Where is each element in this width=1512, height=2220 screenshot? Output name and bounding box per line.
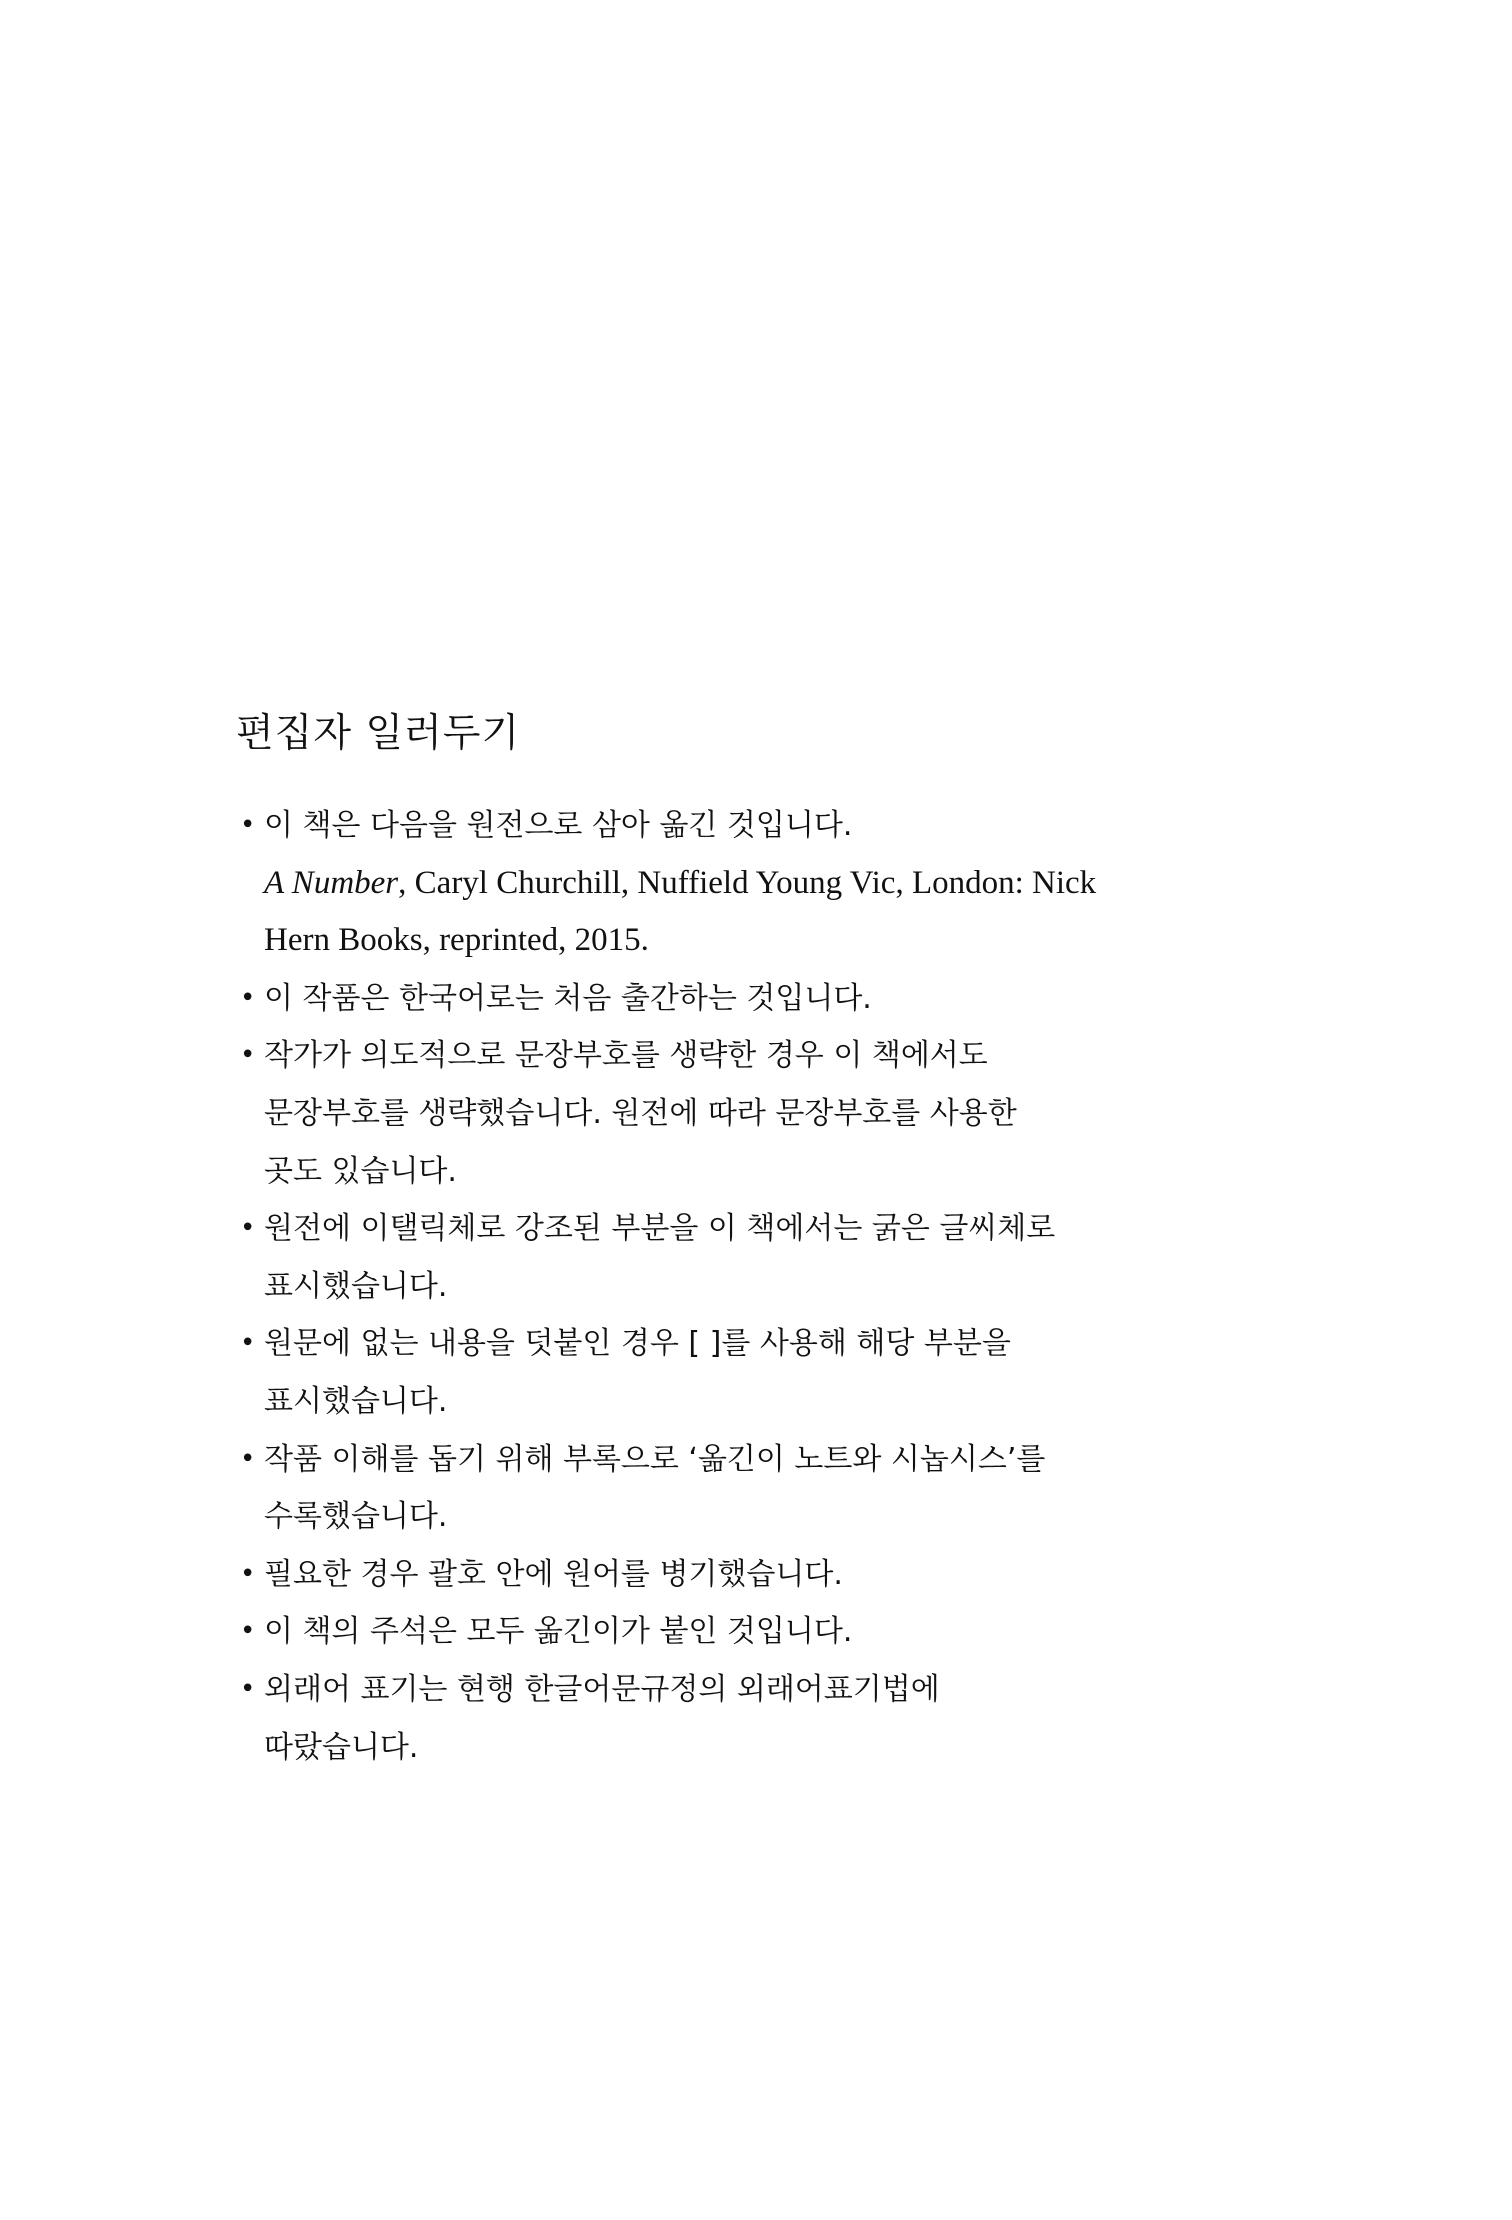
note-text: 작가가 의도적으로 문장부호를 생략한 경우 이 책에서도 [264,1038,988,1074]
note-text: 원문에 없는 내용을 덧붙인 경우 [ ]를 사용해 해당 부분을 [264,1326,1011,1362]
note-text: 필요한 경우 괄호 안에 원어를 병기했습니다. [264,1556,843,1592]
note-text: 이 작품은 한국어로는 처음 출간하는 것입니다. [264,980,872,1016]
note-text: 표시했습니다. [264,1383,448,1419]
source-title: A Number [264,864,399,901]
note-text: 이 책은 다음을 원전으로 삼아 옮긴 것입니다. [264,808,853,843]
note-text: 따랐습니다. [264,1729,419,1765]
list-item [240,1027,1240,1200]
note-text: 수록했습니다. [264,1499,448,1535]
bullet: • [240,1328,256,1359]
list-item [240,1546,1240,1604]
list-item [240,1315,1240,1430]
note-text: 작품 이해를 돕기 위해 부록으로 ‘옮긴이 노트와 시놉시스’를 [264,1441,1046,1477]
bullet: • [240,1558,256,1589]
list-item [240,1200,1240,1315]
bullet: • [240,1673,256,1704]
note-text: 곳도 있습니다. [264,1153,457,1189]
page-title: 편집자 일러두기 [236,711,521,756]
bullet: • [240,1040,256,1071]
note-text: 문장부호를 생략했습니다. 원전에 따라 문장부호를 사용한 [264,1095,1017,1131]
note-text: 표시했습니다. [264,1268,448,1304]
list-item [240,1431,1240,1546]
bullet: • [240,810,256,840]
bullet: • [240,1616,256,1647]
list-item [240,797,1240,970]
note-text: 외래어 표기는 현행 한글어문규정의 외래어표기법에 [264,1671,940,1707]
source-details: , Caryl Churchill, Nuffield Young Vic, London: Nick [398,864,1097,901]
bullet: • [240,1443,256,1474]
source-citation [264,855,1240,913]
editorial-notes-list [240,797,1240,1776]
note-text: 원전에 이탤릭체로 강조된 부분을 이 책에서는 굵은 글씨체로 [264,1211,1056,1247]
bullet: • [240,1213,256,1244]
note-text: 이 책의 주석은 모두 옮긴이가 붙인 것입니다. [264,1614,853,1650]
list-item [240,1603,1240,1661]
source-citation-cont: Hern Books, reprinted, 2015. [264,922,649,959]
list-item [240,1661,1240,1776]
list-item [240,970,1240,1028]
bullet: • [240,982,256,1013]
